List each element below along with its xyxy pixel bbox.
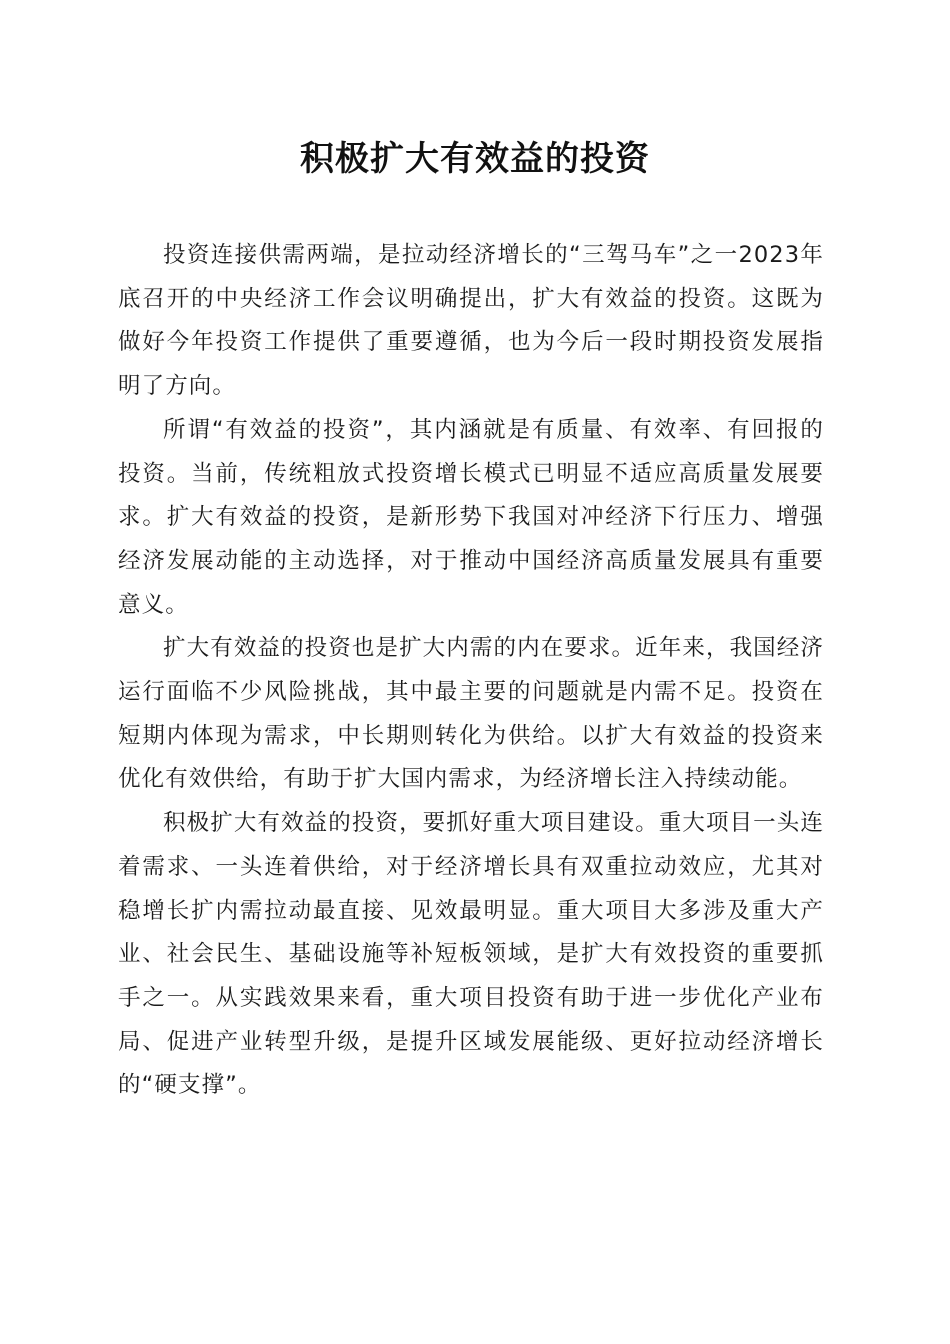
document-body bbox=[118, 234, 824, 1108]
document-title: 积极扩大有效益的投资 bbox=[300, 139, 650, 179]
paragraph-1: 投资连接供需两端，是拉动经济增长的“三驾马车”之一2023年底召开的中央经济工作会议明确提出，扩大有效益的投资。这既为做好今年投资工作提供了重要遵循，也为今后一段时期投资发展指明了方向。 bbox=[118, 242, 824, 400]
paragraph-4: 积极扩大有效益的投资，要抓好重大项目建设。重大项目一头连着需求、一头连着供给，对于经济增长具有双重拉动效应，尤其对稳增长扩内需拉动最直接、见效最明显。重大项目大多涉及重大产业、社会民生、基础设施等补短板领域，是扩大有效投资的重要抓手之一。从实践效果来看，重大项目投资有助于进一步优化产业布局、促进产业转型升级，是提升区域发展能级、更好拉动经济增长的“硬支撑”。 bbox=[118, 810, 824, 1099]
paragraph-2: 所谓“有效益的投资”，其内涵就是有质量、有效率、有回报的投资。当前，传统粗放式投资增长模式已明显不适应高质量发展要求。扩大有效益的投资，是新形势下我国对冲经济下行压力、增强经济发展动能的主动选择，对于推动中国经济高质量发展具有重要意义。 bbox=[118, 416, 824, 618]
paragraph-3: 扩大有效益的投资也是扩大内需的内在要求。近年来，我国经济运行面临不少风险挑战，其中最主要的问题就是内需不足。投资在短期内体现为需求，中长期则转化为供给。以扩大有效益的投资来优化有效供给，有助于扩大国内需求，为经济增长注入持续动能。 bbox=[118, 635, 824, 793]
